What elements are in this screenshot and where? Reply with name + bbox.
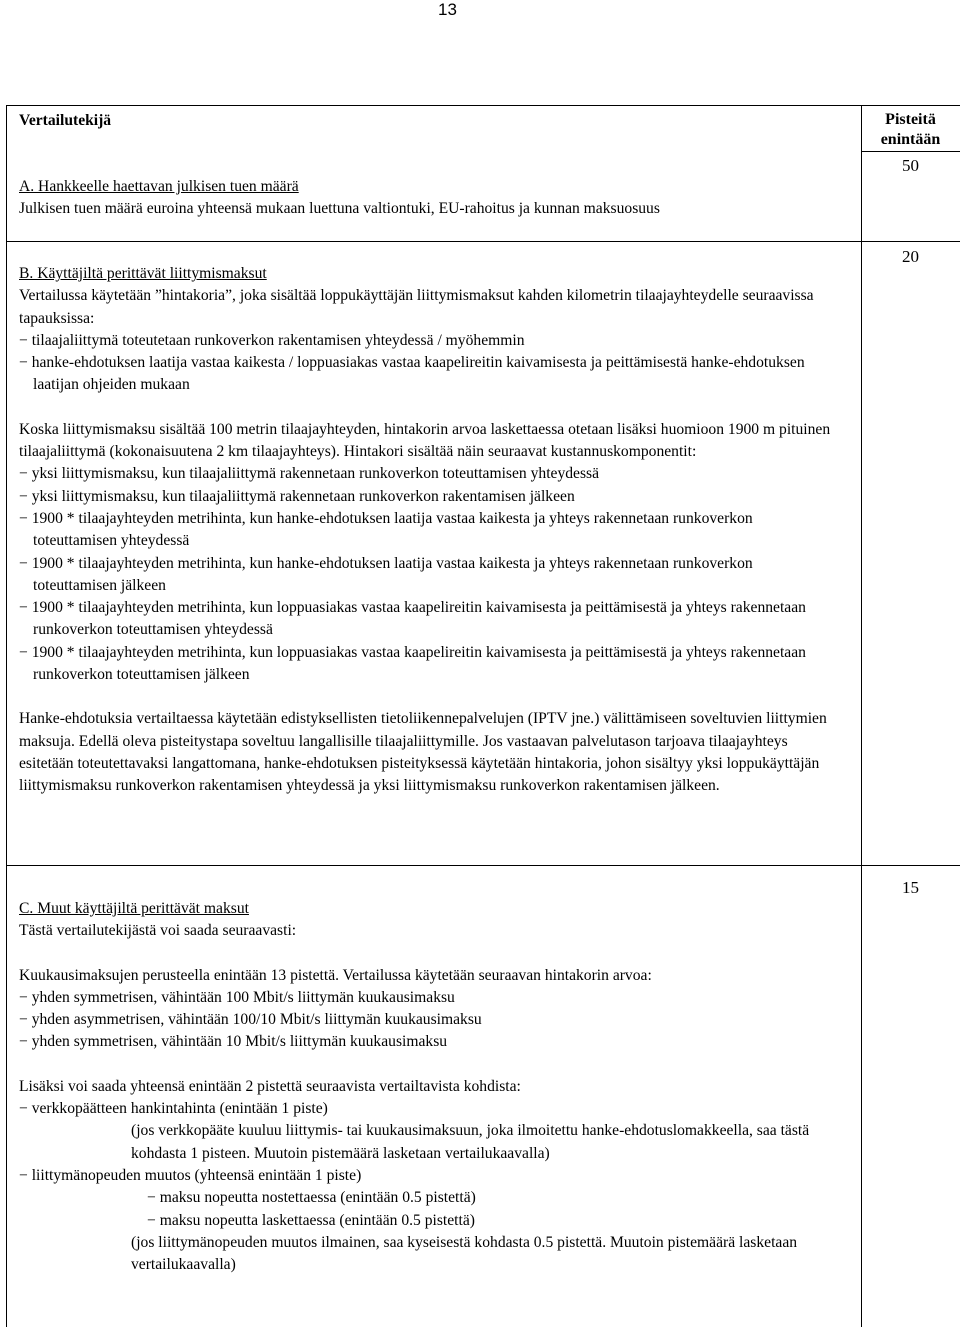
section-b-component-6: − 1900 * tilaajayhteyden metrihinta, kun loppuasiakas vastaa kaapelireitin kaivamisesta ja peittämisestä ja yhteys rakennetaan runkoverkon toteuttamisen jälkeen [19,642,839,687]
section-b-points: 20 [902,247,919,266]
section-c-monthly-item-1: − yhden symmetrisen, vähintään 100 Mbit/s liittymän kuukausimaksu [19,987,839,1009]
section-b-component-3: − 1900 * tilaajayhteyden metrihinta, kun hanke-ehdotuksen laatija vastaa kaikesta ja yhteys rakennetaan runkoverkon toteuttamisen yhteydessä [19,508,839,553]
section-b-title: B. Käyttäjiltä perittävät liittymismaksut [19,265,267,282]
section-b-component-1: − yksi liittymismaksu, kun tilaajaliittymä rakennetaan runkoverkon toteuttamisen yhteydessä [19,463,839,485]
table-border-section-c [6,865,960,866]
section-c-monthly-item-2: − yhden asymmetrisen, vähintään 100/10 Mbit/s liittymän kuukausimaksu [19,1009,839,1031]
table-border-header [861,151,960,152]
section-c-points: 15 [902,878,919,897]
section-b-component-2: − yksi liittymismaksu, kun tilaajaliittymä rakennetaan runkoverkon rakentamisen jälkeen [19,486,839,508]
section-a-title: A. Hankkeelle haettavan julkisen tuen määrä [19,178,299,195]
section-b-case-2: − hanke-ehdotuksen laatija vastaa kaikesta / loppuasiakas vastaa kaapelireitin kaivamisesta ja peittämisestä hanke-ehdotuksen laatijan ohjeiden mukaan [19,352,839,397]
section-c-monthly-item-3: − yhden symmetrisen, vähintään 10 Mbit/s liittymän kuukausimaksu [19,1031,839,1053]
section-a-text: Julkisen tuen määrä euroina yhteensä mukaan luettuna valtiontuki, EU-rahoitus ja kunnan maksuosuus [19,200,660,218]
section-c-title: C. Muut käyttäjiltä perittävät maksut [19,900,249,917]
section-b [19,263,839,798]
section-c-speed-subitem-1: − maksu nopeutta nostettaessa (enintään 0.5 pistettä) [147,1187,839,1209]
section-c-extra-intro: Lisäksi voi saada yhteensä enintään 2 pistettä seuraavista vertailtavista kohdista: [19,1077,521,1095]
criteria-table [6,105,960,1327]
section-c-speed-item: − liittymänopeuden muutos (yhteensä enintään 1 piste) [19,1165,839,1187]
section-b-paragraph-3: Hanke-ehdotuksia vertailtaessa käytetään edistyksellisten tietoliikennepalvelujen (IPTV jne.) välittämiseen soveltuvien liittymien maksuja. Edellä oleva pisteitystapa soveltuu langallisille tilaajaliittymille. Jos vastaavan palvelutason tarjoava tilaajayhteys esitetään toteutettavaksi langattomana, hanke-ehdotuksen pisteityksessä käytetään hintakoria, johon sisältyy yksi loppukäyttäjän liittymismaksu runkoverkon rakentamisen yhteydessä ja yksi liittymismaksu runkoverkon rakentamisen jälkeen. [19,710,827,795]
section-c-monthly-intro: Kuukausimaksujen perusteella enintään 13 pistettä. Vertailussa käytetään seuraavan hintakorin arvoa: [19,966,652,984]
section-c-device-item: − verkkopäätteen hankintahinta (enintään 1 piste) [19,1098,839,1120]
section-c-speed-subitem-2: − maksu nopeutta laskettaessa (enintään 0.5 pistettä) [147,1210,839,1232]
section-b-intro: Vertailussa käytetään ”hintakoria”, joka sisältää loppukäyttäjän liittymismaksut kahden kilometrin tilaajayhteydelle seuraavissa tapauksissa: [19,287,814,327]
table-border-divider [861,105,862,1327]
section-a-points: 50 [902,156,919,175]
section-b-paragraph-2: Koska liittymismaksu sisältää 100 metrin tilaajayhteyden, hintakorin arvoa laskettaessa otetaan lisäksi huomioon 1900 m pituinen tilaajaliittymä (kokonaisuutena 2 km tilaajayhteys). Hintakori sisältää näin seuraavat kustannuskomponentit: [19,420,831,461]
criteria-column-header: Vertailutekijä [19,112,112,129]
section-b-component-4: − 1900 * tilaajayhteyden metrihinta, kun hanke-ehdotuksen laatija vastaa kaikesta ja yhteys rakennetaan runkoverkon toteuttamisen jälkeen [19,553,839,598]
section-b-component-5: − 1900 * tilaajayhteyden metrihinta, kun loppuasiakas vastaa kaapelireitin kaivamisesta ja peittämisestä ja yhteys rakennetaan runkoverkon toteuttamisen yhteydessä [19,597,839,642]
table-border-top [6,105,960,106]
page-number: 13 [438,0,457,19]
table-border-left [6,105,7,1327]
section-c [19,898,839,1276]
section-b-case-1: − tilaajaliittymä toteutetaan runkoverkon rakentamisen yhteydessä / myöhemmin [19,330,839,352]
table-border-section-b [6,241,960,242]
section-c-speed-note: (jos liittymänopeuden muutos ilmainen, saa kyseisestä kohdasta 0.5 pistettä. Muutoin pistemäärä lasketaan vertailukaavalla) [131,1233,798,1274]
section-a [19,176,839,221]
section-c-intro: Tästä vertailutekijästä voi saada seuraavasti: [19,922,297,940]
points-column-header: Pisteitä enintään [880,111,941,148]
section-c-device-note: (jos verkkopääte kuuluu liittymis- tai kuukausimaksuun, joka ilmoitettu hanke-ehdotuslomakkeella, saa tästä kohdasta 1 pisteen. Muutoin pistemäärä lasketaan vertailukaavalla) [131,1122,810,1162]
